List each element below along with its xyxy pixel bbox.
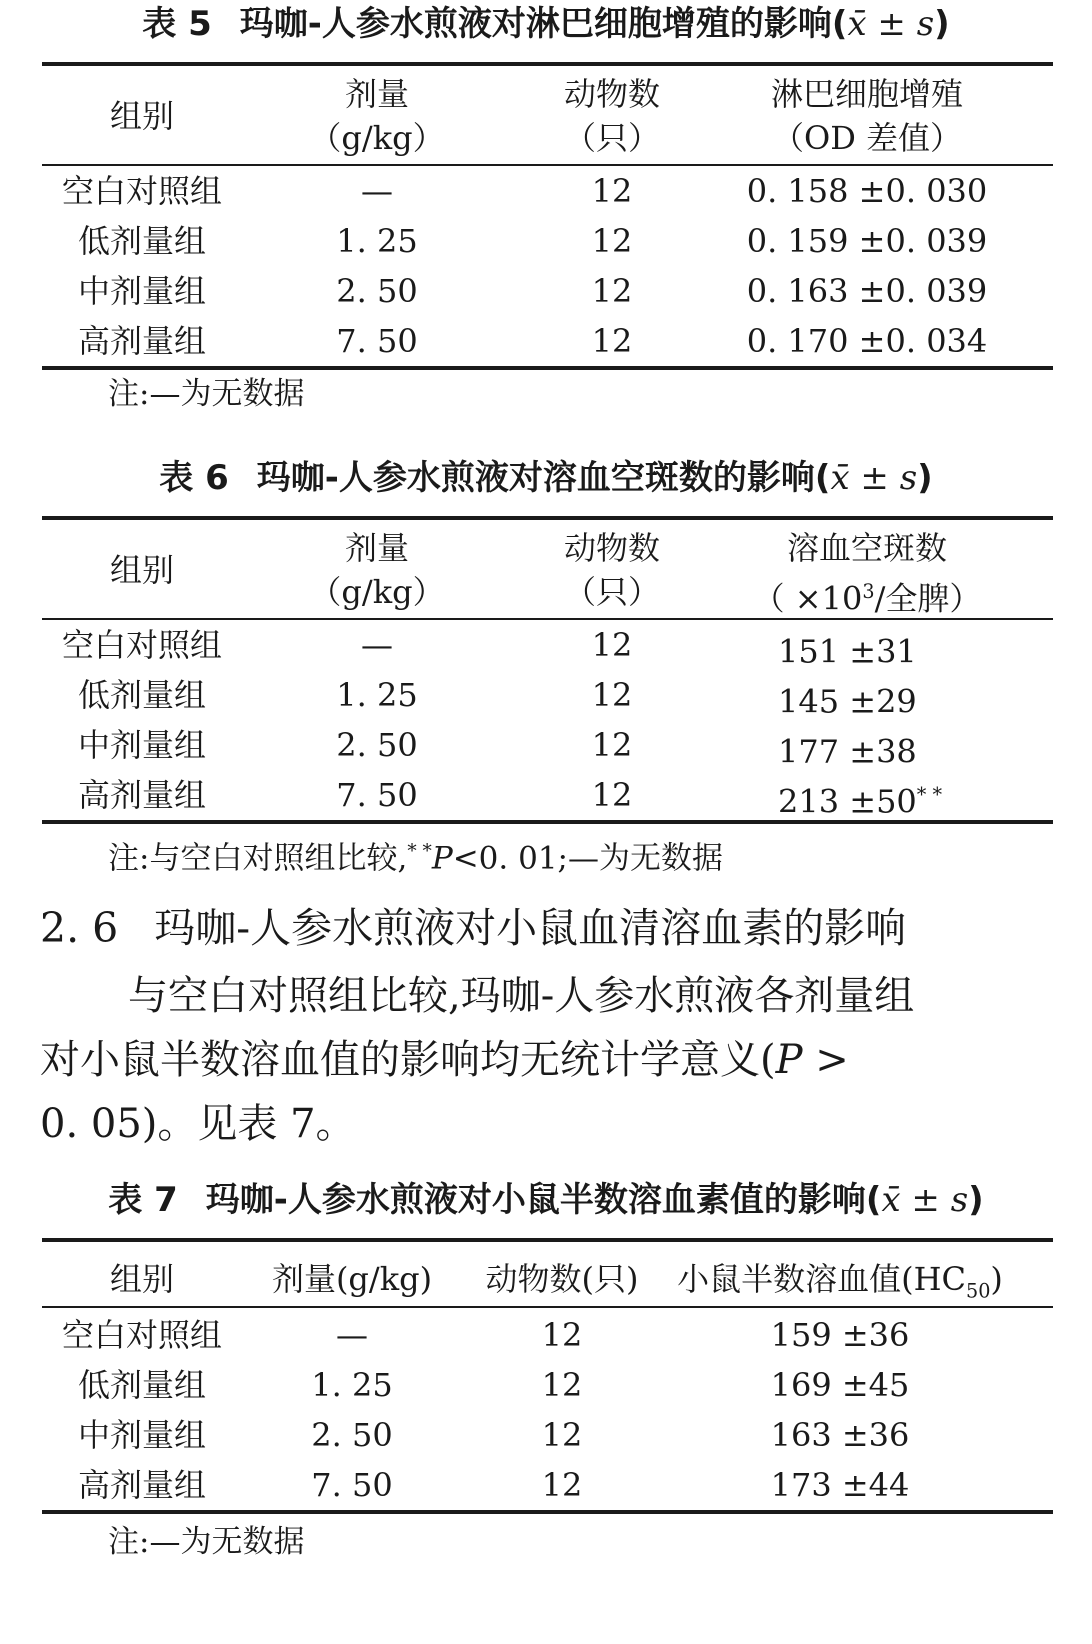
table6-title-close: ) (917, 458, 933, 498)
table6-cell-value: 177 ±38 (778, 732, 917, 771)
table-row (42, 316, 1053, 366)
table-row (42, 1310, 1053, 1360)
table7-cell-value: 173 ±44 (770, 1466, 910, 1504)
table6-cell-animals: 12 (591, 676, 633, 714)
section-number: 2. 6 (40, 904, 119, 952)
table6-caption (0, 458, 1092, 498)
table7-cell-dose: 1. 25 (311, 1366, 393, 1404)
table7-header-dose: 剂量(g/kg) (271, 1260, 433, 1298)
table6-cell-value: 151 ±31 (778, 632, 917, 671)
table6-cell-dose: 7. 50 (336, 776, 418, 814)
table7-cell-dose: — (336, 1316, 368, 1354)
table6-cell-group: 空白对照组 (61, 626, 222, 664)
table6-cell-dose: 1. 25 (336, 676, 418, 714)
table7-cell-animals: 12 (541, 1466, 583, 1504)
table7-cell-group: 低剂量组 (77, 1366, 206, 1404)
paragraph-line-1: 与空白对照组比较,玛咖-人参水煎液各剂量组 (128, 973, 915, 1019)
table5-bottom-rule (42, 366, 1053, 370)
table5-cell-dose: — (361, 172, 393, 210)
table5-cell-animals: 12 (591, 172, 633, 210)
table-row (42, 720, 1053, 770)
table6-cell-group: 低剂量组 (77, 676, 206, 714)
table7-number: 表 7 (108, 1180, 178, 1220)
table5-caption (0, 4, 1092, 44)
table6-cell-group: 中剂量组 (77, 726, 206, 764)
table7-cell-dose: 2. 50 (311, 1416, 393, 1454)
table6-header-dose: 剂量 （g/kg） (309, 529, 445, 611)
table5-header-dose: 剂量 （g/kg） (309, 75, 445, 157)
table-row (42, 166, 1053, 216)
table7-top-rule (42, 1238, 1053, 1242)
section-heading (40, 898, 906, 958)
table6-cell-animals: 12 (591, 776, 633, 814)
table6-cell-dose: — (361, 626, 393, 664)
table5-cell-animals: 12 (591, 322, 633, 360)
table5-title-close: ) (934, 4, 950, 44)
table5-header-animals: 动物数 （只） (563, 75, 660, 157)
table5-cell-animals: 12 (591, 272, 633, 310)
table5-cell-dose: 2. 50 (336, 272, 418, 310)
table5-title: 玛咖-人参水煎液对淋巴细胞增殖的影响( (239, 4, 848, 44)
table-row (42, 1460, 1053, 1510)
table7-header-result: 小鼠半数溶血值$(HC_{50})$ (677, 1260, 1003, 1303)
table5-cell-value: 0. 163 ±0. 039 (746, 272, 988, 310)
table6-cell-value: 213 ±50* * (778, 782, 943, 821)
table-row (42, 216, 1053, 266)
table6-number: 表 6 (159, 458, 229, 498)
table5-cell-group: 空白对照组 (61, 172, 222, 210)
table7-bottom-rule (42, 1510, 1053, 1514)
table6-header (42, 526, 1053, 618)
table5-header (42, 72, 1053, 164)
table5-cell-value: 0. 170 ±0. 034 (746, 322, 988, 360)
table-row (42, 1360, 1053, 1410)
table6-bottom-rule (42, 820, 1053, 824)
table-row (42, 266, 1053, 316)
table-row (42, 620, 1053, 670)
table7-cell-animals: 12 (541, 1366, 583, 1404)
table6-header-group: 组别 (109, 551, 174, 589)
table5-cell-group: 高剂量组 (77, 322, 206, 360)
table7-cell-value: 159 ±36 (770, 1316, 910, 1354)
table5-cell-animals: 12 (591, 222, 633, 260)
table6-stat: x̄ ± s (830, 458, 918, 498)
table7-title: 玛咖-人参水煎液对小鼠半数溶血素值的影响( (205, 1180, 882, 1220)
table7-header-group: 组别 (109, 1260, 174, 1298)
table6-cell-dose: 2. 50 (336, 726, 418, 764)
table-row (42, 1410, 1053, 1460)
table7-cell-value: 163 ±36 (770, 1416, 910, 1454)
table5-cell-dose: 7. 50 (336, 322, 418, 360)
paragraph-line-3: 0. 05)。见表 7。 (40, 1101, 356, 1147)
table7-caption (0, 1180, 1092, 1220)
table5-top-rule (42, 62, 1053, 66)
table7-header (42, 1250, 1053, 1306)
table6-note: 注:与空白对照组比较,* *P<0. 01;—为无数据 (108, 840, 723, 877)
table5-stat: x̄ ± s (847, 4, 935, 44)
table6-cell-animals: 12 (591, 726, 633, 764)
table6-cell-value: 145 ±29 (778, 682, 917, 721)
table-row (42, 770, 1053, 820)
table-row (42, 670, 1053, 720)
table7-cell-group: 空白对照组 (61, 1316, 222, 1354)
table5-number: 表 5 (142, 4, 212, 44)
table5-cell-dose: 1. 25 (336, 222, 418, 260)
table7-cell-value: 169 ±45 (770, 1366, 910, 1404)
table7-cell-dose: 7. 50 (311, 1466, 393, 1504)
table5-cell-value: 0. 159 ±0. 039 (746, 222, 988, 260)
table5-header-result: 淋巴细胞增殖 （OD 差值） (770, 75, 963, 157)
table6-header-animals: 动物数 （只） (563, 529, 660, 611)
table5-cell-value: 0. 158 ±0. 030 (746, 172, 988, 210)
table7-cell-animals: 12 (541, 1416, 583, 1454)
table6-top-rule (42, 516, 1053, 520)
table7-mid-rule (42, 1306, 1053, 1308)
table7-cell-group: 中剂量组 (77, 1416, 206, 1454)
table7-stat: x̄ ± s (881, 1180, 969, 1220)
table5-header-group: 组别 (109, 97, 174, 135)
table7-header-animals: 动物数(只) (485, 1260, 639, 1298)
table5-note: 注:—为无数据 (108, 376, 305, 412)
table7-title-close: ) (968, 1180, 984, 1220)
table5-cell-group: 中剂量组 (77, 272, 206, 310)
paragraph-line-2: 对小鼠半数溶血值的影响均无统计学意义(P > (40, 1037, 849, 1083)
section-title: 玛咖-人参水煎液对小鼠血清溶血素的影响 (154, 904, 907, 952)
table7-cell-group: 高剂量组 (77, 1466, 206, 1504)
table5-cell-group: 低剂量组 (77, 222, 206, 260)
table6-cell-animals: 12 (591, 626, 633, 664)
table7-cell-animals: 12 (541, 1316, 583, 1354)
table7-note: 注:—为无数据 (108, 1524, 305, 1560)
table6-header-result: 溶血空斑数 （ $\times 10^3/$全脾） (752, 529, 982, 618)
table6-title: 玛咖-人参水煎液对溶血空斑数的影响( (256, 458, 831, 498)
table6-cell-group: 高剂量组 (77, 776, 206, 814)
